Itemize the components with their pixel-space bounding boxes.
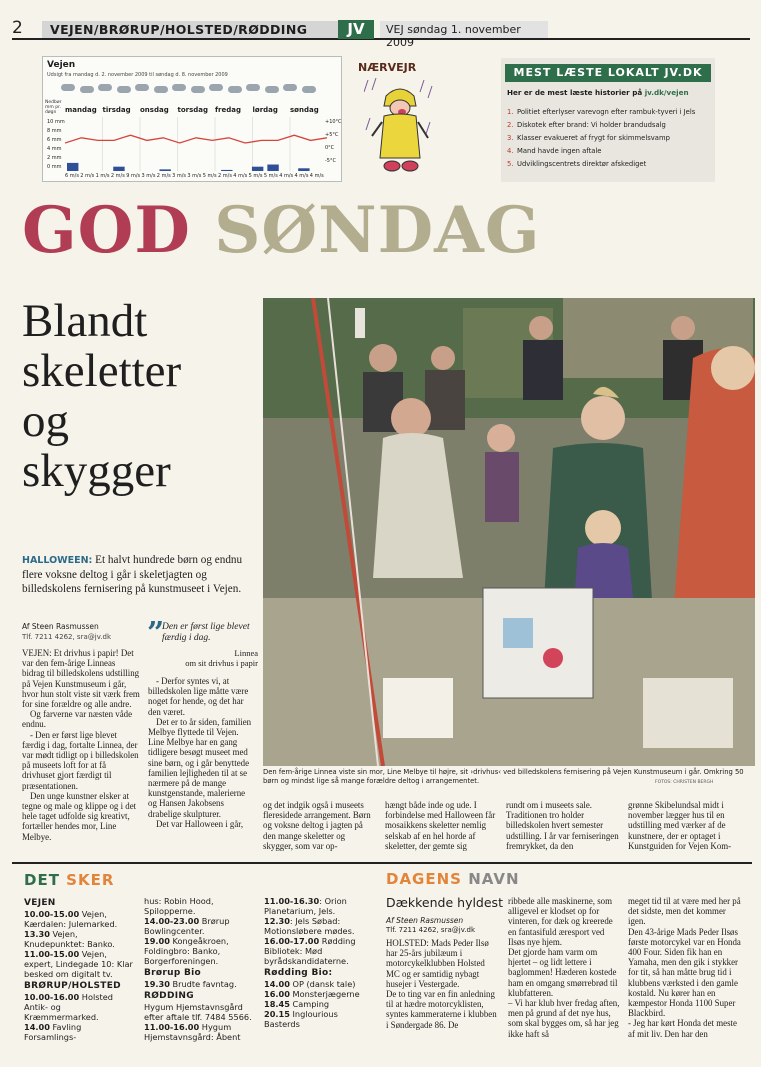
cloud-rain-icon: [283, 84, 297, 91]
paragraph: Det var Halloween i går,: [156, 818, 244, 829]
event-time: 19.00: [144, 936, 170, 946]
event-item: [264, 979, 376, 989]
temperature-line: [65, 135, 327, 143]
cloud-rain-icon: [61, 84, 75, 91]
article-intro: [22, 553, 254, 596]
byline-contact: Tlf. 7211 4262, sra@jv.dk: [22, 633, 112, 641]
most-read-header: MEST LÆSTE LOKALT JV.DK: [505, 64, 711, 82]
divider: [12, 862, 752, 864]
weather-period: Udsigt fra mandag d. 2. november 2009 til søndag d. 8. november 2009: [47, 72, 228, 78]
article-column-4: [385, 800, 499, 851]
weather-day-label: søndag: [290, 106, 319, 114]
wind-value: 1 m/s: [95, 173, 110, 179]
cloud-icon: [80, 86, 94, 93]
wind-value: 2 m/s: [110, 173, 125, 179]
most-read-number: 1.: [507, 108, 514, 116]
most-read-number: 5.: [507, 160, 514, 168]
dagens-navn-title: [386, 870, 520, 888]
events-column-1: [24, 896, 136, 1042]
weather-day-label: onsdag: [140, 106, 169, 114]
event-text: Kongeåkroen, Foldingbro: Banko, Borgerforeningen.: [144, 936, 229, 966]
event-item: [264, 989, 376, 999]
wind-value: 4 m/s: [279, 173, 294, 179]
most-read-link[interactable]: jv.dk/vejen: [644, 88, 689, 97]
event-time: 20.15: [264, 1009, 290, 1019]
event-item: [264, 896, 376, 916]
most-read-title: Politiet efterlyser varevogn efter rambuk-tyveri i Jels: [517, 108, 696, 116]
event-time: 16.00-17.00: [264, 936, 320, 946]
event-item: [264, 936, 376, 966]
wind-value: 9 m/s: [126, 173, 141, 179]
rain-bar: [298, 168, 309, 171]
event-text: Brørup Bowlingcenter.: [144, 916, 230, 936]
most-read-box: [501, 58, 715, 182]
article-headline: [22, 296, 252, 496]
wind-value: 4 m/s: [233, 173, 248, 179]
event-time: 13.30: [24, 929, 50, 939]
dagens-navn-column-1: HOLSTED: Mads Peder Ilsø har 25-års jubilæum i motorcykelklubben Holsted MC og er samtidig nybagt husejer i Vestergade. De to ting var en fin anledning til at hædre motorcyklisten, syntes kammeraterne i klubben i Søndergade 86. De: [386, 938, 497, 1030]
article-column-3: [263, 800, 377, 851]
headline-line: skeletter: [22, 345, 182, 397]
event-item: [24, 929, 136, 949]
event-time: 14.00: [264, 979, 290, 989]
event-time: 10.00-16.00: [24, 992, 80, 1002]
event-time: 14.00-23.00: [144, 916, 200, 926]
wind-value: 5 m/s: [202, 173, 217, 179]
event-town: Brørup Bio: [144, 968, 202, 978]
article-column-1: [22, 648, 140, 842]
cloud-rain-icon: [228, 86, 242, 93]
cloud-icon: [246, 84, 260, 91]
det-sker-title: [24, 871, 114, 889]
cloud-sun-icon: [209, 84, 223, 91]
event-item: [24, 992, 136, 1022]
dagens-navn-title-b: NAVN: [468, 870, 520, 888]
event-text: hus: Robin Hood, Spilopperne.: [144, 896, 214, 916]
event-town: VEJEN: [24, 898, 56, 908]
rain-axis-tick: 4 mm: [47, 146, 62, 152]
event-time: 16.00: [264, 989, 290, 999]
weather-day-label: torsdag: [177, 106, 209, 114]
most-read-item[interactable]: [507, 134, 713, 142]
article-column-2: [148, 676, 256, 829]
temp-axis-tick: -5°C: [325, 158, 336, 164]
photo-children-museum-icon: [263, 298, 755, 766]
paragraph: og det indgik også i museets fleresidede arrangement. Børn og voksne deltog i jagten på den mange skeletter og skygger, som var op-: [263, 800, 371, 851]
section-title: VEJEN/BRØRUP/HOLSTED/RØDDING: [42, 21, 352, 38]
event-item: [24, 949, 136, 979]
event-text: Inglourious Basterds: [264, 1009, 338, 1029]
event-text: Rødding Bibliotek: Mød byrådskandidaterne.: [264, 936, 356, 966]
event-text: Hygum Hjemstavnsgård efter aftale tlf. 7484 5566.: [144, 1002, 252, 1022]
event-time: 10.00-15.00: [24, 909, 80, 919]
article-kicker: HALLOWEEN:: [22, 555, 93, 566]
cloud-icon: [135, 84, 149, 91]
event-item: [144, 1002, 256, 1022]
rain-axis-tick: 0 mm: [47, 164, 62, 170]
temp-axis-tick: 0°C: [325, 145, 335, 151]
dagens-navn-column-2: ribbede alle maskinerne, som alligevel er klodset op for vinteren, for dæk og kreerede en fantasifuld æresport ved Ilsøs nye hjem. Det gjorde ham varm om hjertet – og lidt lettere i baglommen! Hæderen kostede ham en omgang smørrebrød til klubfatteren. – Vi har klub hver fredag aften, men på grund af det nye hus, som skal bygges om, så har jeg ikke haft så: [508, 896, 620, 1039]
wind-value: 5 m/s: [263, 173, 278, 179]
rain-bar: [267, 165, 278, 171]
most-read-title: Mand havde ingen aftale: [517, 147, 602, 155]
event-item: [24, 1022, 136, 1042]
most-read-number: 2.: [507, 121, 514, 129]
weather-icons-row: [61, 84, 321, 96]
event-text: Vejen, Kærdalen: Julemarked.: [24, 909, 118, 929]
rain-bar: [159, 169, 170, 171]
event-time: 14.00: [24, 1022, 50, 1032]
paragraph: Den unge kunstner elsker at tegne og male og klippe og i det hele taget udfolde sig kreativt, fortæller hendes mor, Line Melbye.: [22, 790, 137, 842]
wind-value: 3 m/s: [172, 173, 187, 179]
banner-word-god: GOD: [22, 193, 191, 268]
events-column-2: [144, 896, 256, 1042]
banner-word-sondag: SØNDAG: [214, 193, 541, 268]
weather-day-label: fredag: [215, 106, 241, 114]
rain-bar: [113, 167, 124, 171]
event-item: [264, 999, 376, 1009]
photo-caption: Den fem-årige Linnea viste sin mor, Line Melbye til højre, sit ›drivhus‹ ved billedskolens fernisering på Vejen Kunstmuseum i går. Omkring 50 børn og mindst lige så mange forældre deltog i arrangementet.: [263, 768, 744, 785]
rain-label: Nedbør mm pr. døgn: [45, 100, 62, 115]
wind-value: 5 m/s: [248, 173, 263, 179]
article-intro-text: Et halvt hundrede børn og endnu flere voksne deltog i går i skeletjagten og billedskolens fernisering på kunstmuseet i Vejen.: [22, 554, 243, 595]
masthead: [12, 18, 750, 49]
paragraph: Og farverne var næsten våde endnu.: [22, 709, 133, 730]
dagens-navn-column-3: meget tid til at være med her på det sidste, men det kommer igen. Den 43-årige Mads Peder Ilsøs første motorcykel var en Honda 400 Four. Siden fik han en Yamaha, men den gik i stykker for tit, så han måtte brug tid i klubbens værksted i den gamle kostald. Nu kører han en kæmpestor Honda 1100 Super Blackbird. - Jeg har kørt Honda det meste af mit liv. Den har den: [628, 896, 741, 1039]
most-read-number: 4.: [507, 147, 514, 155]
det-sker-title-a: DET: [24, 871, 60, 889]
event-item: [144, 936, 256, 966]
rain-axis-tick: 2 mm: [47, 155, 62, 161]
most-read-item[interactable]: [507, 121, 713, 129]
page-number: 2: [12, 18, 23, 38]
weather-place: Vejen: [47, 60, 76, 70]
wind-value: 6 m/s: [65, 173, 79, 179]
most-read-item[interactable]: [507, 147, 713, 155]
event-town: Rødding Bio:: [264, 968, 333, 978]
event-text: OP (dansk tale): [289, 979, 356, 989]
headline-line: Blandt: [22, 295, 148, 347]
quote-mark-icon: ”: [147, 616, 165, 651]
paragraph: rundt om i museets sale. Traditionen tro holder billedskolen hvert semester udstilling. I år var ferniseringen fremrykket, da den: [506, 800, 619, 851]
pull-quote-attribution: [162, 648, 258, 668]
most-read-title: Diskotek efter brand: Vi holder brandudsalg: [517, 121, 666, 129]
event-text: Camping: [289, 999, 330, 1009]
event-text: Monsterjægerne: [289, 989, 360, 999]
event-item: [264, 916, 376, 936]
most-read-title: Udviklingscentrets direktør afskediget: [517, 160, 647, 168]
wind-value: 3 m/s: [141, 173, 156, 179]
paragraph: grønne Skibelundsal midt i november lægger hus til en udstilling med værker af de kunstnere, der er optaget i Kunstguiden for Vejen Kom-: [628, 800, 732, 851]
god-sondag-banner: [22, 191, 540, 271]
events-column-3: [264, 896, 376, 1029]
event-text: : Orion Planetarium, Jels.: [264, 896, 347, 916]
rain-bar: [67, 163, 78, 171]
rain-bar: [221, 170, 232, 171]
weather-forecast: [42, 56, 342, 182]
event-time: 18.45: [264, 999, 290, 1009]
event-item: [24, 909, 136, 929]
cloud-rain-icon: [117, 86, 131, 93]
event-time: 11.00-15.00: [24, 949, 80, 959]
cloud-sun-icon: [265, 86, 279, 93]
most-read-intro-text: Her er de mest læste historier på: [507, 88, 645, 97]
temp-axis-tick: +10°C: [325, 119, 342, 125]
most-read-number: 3.: [507, 134, 514, 142]
event-time: 11.00-16.30: [264, 896, 320, 906]
event-item: [144, 1022, 256, 1042]
event-text: Favling Forsamlings-: [24, 1022, 82, 1042]
event-town: BRØRUP/HOLSTED: [24, 981, 121, 991]
paragraph: VEJEN: Et drivhus i papir! Det var den fem-årige Linneas bidrag til billedskolens udstilling på Vejen Kunstmuseum i går, hvor hun stolt viste sit værk frem for sine forældre og alle andre.: [22, 648, 140, 710]
dagens-navn-headline: Dækkende hyldest: [386, 895, 503, 910]
issue-date: VEJ søndag 1. november 2009: [380, 21, 548, 38]
event-text: : Jels Søbad: Motionsløbere mødes.: [264, 916, 355, 936]
event-text: Brudte favntag.: [169, 979, 237, 989]
most-read-title: Klasser evakueret af frygt for skimmelsvamp: [517, 134, 670, 142]
cloud-sun-icon: [154, 86, 168, 93]
temp-axis-tick: +5°C: [325, 132, 339, 138]
cloud-icon: [191, 86, 205, 93]
det-sker-title-b: SKER: [66, 871, 115, 889]
wind-value: 4 m/s: [294, 173, 309, 179]
paragraph: - Den er først lige blevet færdig i dag, fortalte Linnea, der var mødt tidligt op i billedskolen på museets loft for at få drivhuset gjort færdigt til præsentationen.: [22, 729, 139, 791]
headline-line: skygger: [22, 445, 171, 497]
article-column-6: [628, 800, 744, 851]
rain-axis-tick: 10 mm: [47, 119, 65, 125]
dagens-navn-title-a: DAGENS: [386, 870, 462, 888]
cloud-icon: [302, 86, 316, 93]
wind-value: 2 m/s: [156, 173, 171, 179]
paragraph: hængt både inde og ude. I forbindelse med Halloween får mosaikkens skeletter nemlig selskab af en hel horde af skeletter, der gemte sig: [385, 800, 496, 851]
naervejr-title: NÆRVEJR: [358, 61, 417, 74]
event-text: Hygum Hjemstavnsgård: Åbent: [144, 1022, 241, 1042]
wind-value: 3 m/s: [187, 173, 202, 179]
event-time: 12.30: [264, 916, 290, 926]
event-item: [144, 916, 256, 936]
event-time: 11.00-16.00: [144, 1022, 200, 1032]
rain-bar: [252, 167, 263, 171]
wind-value: 4 m/s: [309, 173, 324, 179]
paragraph: Det er to år siden, familien Melbye flyttede til Vejen. Line Melbye har en gang tidligere besøgt museet med sine børn, og i går benyttede familien lejligheden til at se nærmere på de mange kunstgenstande, malerierne og Hansen Jakobsens drabelige skulpturer.: [148, 716, 252, 819]
photo-credit: FOTOS: CHRISTEN BERGH: [655, 780, 714, 785]
event-text: Holsted Antik- og Kræmmermarked.: [24, 992, 113, 1022]
most-read-intro: [507, 88, 713, 97]
dagens-navn-byline: Af Steen Rasmussen: [386, 916, 464, 925]
rain-man-icon: [364, 78, 436, 178]
rain-axis-tick: 8 mm: [47, 128, 62, 134]
event-item: [144, 896, 256, 916]
cloud-sun-icon: [98, 84, 112, 91]
weather-chart: [65, 117, 327, 171]
wind-value: 2 m/s: [80, 173, 95, 179]
headline-line: og: [22, 395, 69, 447]
quote-attr-desc: om sit drivhus i papir: [185, 658, 258, 668]
event-town: RØDDING: [144, 991, 194, 1001]
wind-value: 2 m/s: [218, 173, 232, 179]
most-read-item[interactable]: [507, 108, 713, 116]
article-column-5: [506, 800, 622, 851]
paragraph: - Derfor syntes vi, at billedskolen lige måtte være noget for hende, og det har den været.: [148, 676, 249, 717]
weather-day-label: tirsdag: [102, 106, 131, 114]
quote-attr-name: Linnea: [234, 648, 258, 658]
weather-day-label: mandag: [65, 106, 97, 114]
rain-axis-tick: 6 mm: [47, 137, 62, 143]
event-item: [144, 979, 256, 989]
jv-logo: JV: [338, 20, 374, 39]
event-time: 19.30: [144, 979, 170, 989]
cloud-rain-icon: [172, 84, 186, 91]
weather-day-label: lørdag: [252, 106, 278, 114]
byline: Af Steen Rasmussen: [22, 622, 99, 631]
dagens-navn-contact: Tlf. 7211 4262, sra@jv.dk: [386, 926, 476, 934]
event-text: Vejen, expert, Lindegade 10: Klar besked om digitalt tv.: [24, 949, 133, 979]
pull-quote: Den er først lige blevet færdig i dag.: [162, 622, 250, 643]
event-text: Vejen, Knudepunktet: Banko.: [24, 929, 115, 949]
event-item: [264, 1009, 376, 1029]
most-read-item[interactable]: [507, 160, 713, 168]
